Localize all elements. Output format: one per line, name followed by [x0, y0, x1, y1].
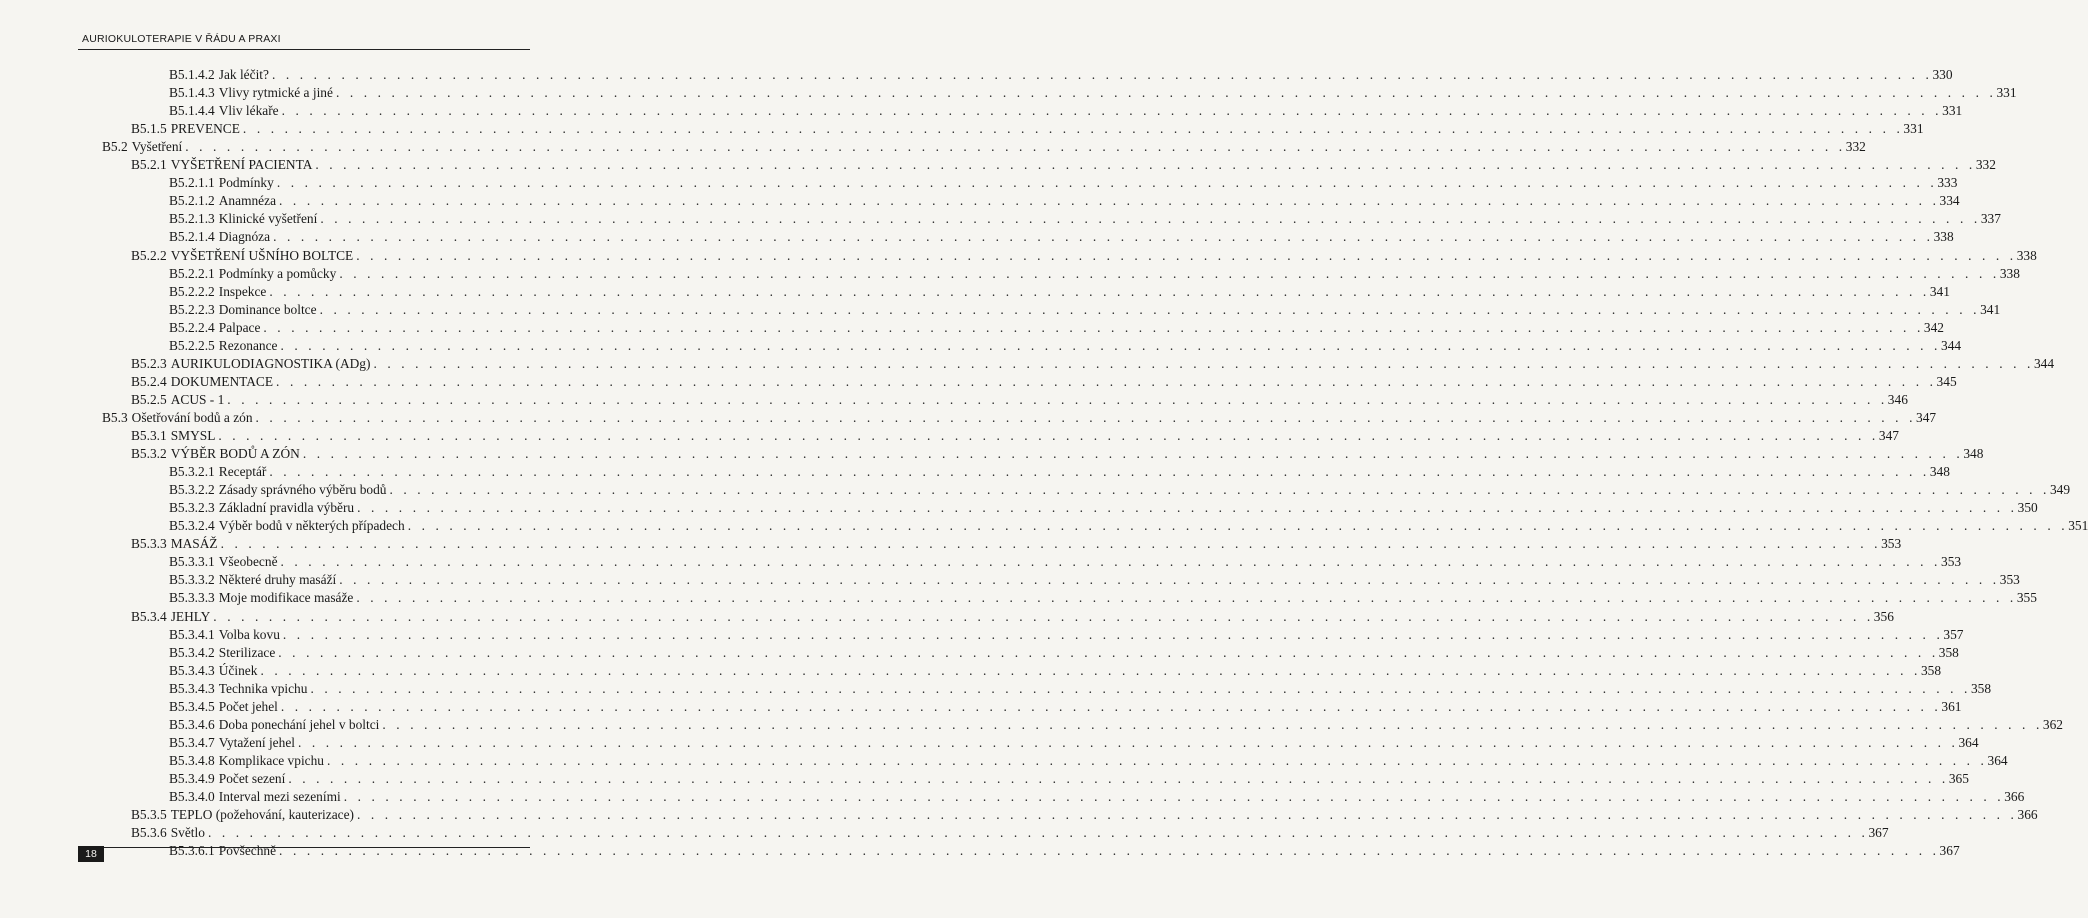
toc-entry-page: 357	[1943, 626, 1964, 642]
toc-entry-number: B5.2.2.3	[169, 301, 215, 317]
toc-entry	[169, 283, 1950, 301]
toc-entry-number: B5.3.6.1	[169, 843, 215, 859]
toc-entry-number: B5.2.1	[131, 157, 167, 173]
toc-entry-page: 338	[2016, 247, 2037, 263]
toc-entry-page: 361	[1941, 698, 1962, 714]
toc-entry-title: Receptář	[218, 464, 267, 480]
toc-entry-number: B5.3.2.3	[169, 500, 215, 516]
toc-entry-number: B5.3.1	[131, 428, 167, 443]
toc-entry	[131, 535, 1902, 553]
dot-leader: . . . . . . . . . . . . . . . . . . . . . . . . . . . . . . . . . . . . . . . . . . . . . . . . . . . . . . . . . . . . . . . . . . . . . . . . . . . . . . . . . . . . . . . . . . . . . . . . . . . . . . . . . . . . . . . . . . . . . . . .	[319, 301, 1981, 317]
toc-entry-title: Světlo	[170, 825, 205, 841]
dot-leader: . . . . . . . . . . . . . . . . . . . . . . . . . . . . . . . . . . . . . . . . . . . . . . . . . . . . . . . . . . . . . . . . . . . . . . . . . . . . . . . . . . . . . . . . . . . . . . . . . . . . . . . . . . . . . . . . . . . . . . . .	[343, 789, 2005, 804]
dot-leader: . . . . . . . . . . . . . . . . . . . . . . . . . . . . . . . . . . . . . . . . . . . . . . . . . . . . . . . . . . . . . . . . . . . . . . . . . . . . . . . . . . . . . . . . . . . . . . . . . . . . . . . . . . . . . . . . . . . . . . . .	[220, 536, 1882, 552]
toc-entry-number: B5.3.4	[131, 608, 167, 624]
toc-entry-number: B5.2.2.2	[169, 283, 215, 299]
toc-entry-title: DOKUMENTACE	[170, 373, 274, 389]
toc-entry-title: Vliv lékaře	[218, 103, 279, 119]
toc-entry-page: 348	[1963, 446, 1984, 462]
dot-leader: . . . . . . . . . . . . . . . . . . . . . . . . . . . . . . . . . . . . . . . . . . . . . . . . . . . . . . . . . . . . . . . . . . . . . . . . . . . . . . . . . . . . . . . . . . . . . . . . . . . . . . . . . . . . . . . . . . . . . . . .	[382, 716, 2043, 732]
toc-entry-number: B5.2.3	[131, 355, 167, 371]
toc-entry-page: 347	[1916, 409, 1937, 425]
dot-leader: . . . . . . . . . . . . . . . . . . . . . . . . . . . . . . . . . . . . . . . . . . . . . . . . . . . . . . . . . . . . . . . . . . . . . . . . . . . . . . . . . . . . . . . . . . . . . . . . . . . . . . . . . . . . . . . . . . . . . . . .	[339, 265, 2000, 281]
page-number: 18	[78, 846, 104, 862]
dot-leader: . . . . . . . . . . . . . . . . . . . . . . . . . . . . . . . . . . . . . . . . . . . . . . . . . . . . . . . . . . . . . . . . . . . . . . . . . . . . . . . . . . . . . . . . . . . . . . . . . . . . . . . . . . . . . . . . . . . . . . . .	[315, 157, 1976, 173]
toc-entry-title: VÝBĚR BODŮ A ZÓN	[170, 446, 300, 462]
toc-entry-page: 349	[2049, 482, 2071, 498]
toc-entry	[169, 752, 2008, 770]
toc-entry	[169, 463, 1950, 481]
toc-entry	[169, 102, 1963, 120]
toc-entry-title: Komplikace vpichu	[218, 752, 325, 768]
toc-entry	[169, 84, 2017, 102]
toc-entry-page: 333	[1937, 175, 1958, 191]
toc-entry-number: B5.3.4.7	[169, 734, 215, 750]
toc-entry-number: B5.3.4.5	[169, 698, 215, 714]
toc-entry-title: Zásady správného výběru bodů	[218, 482, 387, 498]
toc-entry-page: 355	[2016, 590, 2037, 606]
toc-entry-page: 367	[1939, 843, 1960, 859]
dot-leader: . . . . . . . . . . . . . . . . . . . . . . . . . . . . . . . . . . . . . . . . . . . . . . . . . . . . . . . . . . . . . . . . . . . . . . . . . . . . . . . . . . . . . . . . . . . . . . . . . . . . . . . . . . . . . . . . . . . . . . . .	[207, 825, 1869, 841]
dot-leader: . . . . . . . . . . . . . . . . . . . . . . . . . . . . . . . . . . . . . . . . . . . . . . . . . . . . . . . . . . . . . . . . . . . . . . . . . . . . . . . . . . . . . . . . . . . . . . . . . . . . . . . . . . . . . . . . . . . . . . . .	[356, 247, 2017, 263]
toc-entry	[131, 247, 2037, 265]
dot-leader: . . . . . . . . . . . . . . . . . . . . . . . . . . . . . . . . . . . . . . . . . . . . . . . . . . . . . . . . . . . . . . . . . . . . . . . . . . . . . . . . . . . . . . . . . . . . . . . . . . . . . . . . . . . . . . . . . . . . . . . .	[339, 572, 2000, 588]
toc-entry-title: Základní pravidla výběru	[218, 500, 355, 516]
toc-entry-title: Vyšetření	[131, 139, 183, 155]
toc-entry-number: B5.3.4.6	[169, 716, 215, 732]
dot-leader: . . . . . . . . . . . . . . . . . . . . . . . . . . . . . . . . . . . . . . . . . . . . . . . . . . . . . . . . . . . . . . . . . . . . . . . . . . . . . . . . . . . . . . . . . . . . . . . . . . . . . . . . . . . . . . . . . . . . . . . .	[255, 409, 1917, 425]
toc-entry-page: 332	[1845, 139, 1866, 155]
dot-leader: . . . . . . . . . . . . . . . . . . . . . . . . . . . . . . . . . . . . . . . . . . . . . . . . . . . . . . . . . . . . . . . . . . . . . . . . . . . . . . . . . . . . . . . . . . . . . . . . . . . . . . . . . . . . . . . . . . . . . . . .	[407, 518, 2069, 534]
toc-entry-number: B5.3.4.2	[169, 644, 215, 660]
toc-entry	[169, 644, 1959, 662]
toc-entry	[131, 608, 1894, 626]
dot-leader: . . . . . . . . . . . . . . . . . . . . . . . . . . . . . . . . . . . . . . . . . . . . . . . . . . . . . . . . . . . . . . . . . . . . . . . . . . . . . . . . . . . . . . . . . . . . . . . . . . . . . . . . . . . . . . . . . . . . . . . .	[279, 843, 1940, 859]
toc-entry-title: Technika vpichu	[218, 680, 308, 696]
toc-entry	[169, 662, 1942, 680]
toc-entry-title: Povšechně	[218, 843, 277, 859]
toc-entry-title: TEPLO (požehování, kauterizace)	[170, 807, 355, 823]
toc-entry-number: B5.2.2.5	[169, 337, 215, 353]
toc-entry-page: 366	[2017, 807, 2038, 823]
toc-entry-number: B5.2.2.1	[169, 265, 215, 281]
toc-entry-number: B5.2.1.2	[169, 193, 215, 209]
dot-leader: . . . . . . . . . . . . . . . . . . . . . . . . . . . . . . . . . . . . . . . . . . . . . . . . . . . . . . . . . . . . . . . . . . . . . . . . . . . . . . . . . . . . . . . . . . . . . . . . . . . . . . . . . . . . . . . . . . . . . . . .	[269, 464, 1930, 480]
toc-entry-page: 331	[1942, 103, 1963, 119]
toc-entry-page: 358	[1938, 644, 1959, 660]
toc-entry	[169, 734, 1979, 752]
toc-entry	[131, 355, 2055, 373]
toc-entry-title: Výběr bodů v některých případech	[218, 518, 405, 534]
toc-entry-number: B5.3.2	[131, 446, 167, 462]
dot-leader: . . . . . . . . . . . . . . . . . . . . . . . . . . . . . . . . . . . . . . . . . . . . . . . . . . . . . . . . . . . . . . . . . . . . . . . . . . . . . . . . . . . . . . . . . . . . . . . . . . . . . . . . . . . . . . . . . . . . . . . .	[276, 373, 1937, 389]
toc-entry-title: Počet sezení	[218, 770, 286, 786]
toc-entry	[169, 192, 1960, 210]
toc-entry-page: 342	[1923, 319, 1944, 335]
toc-entry-number: B5.3.4.8	[169, 752, 215, 768]
toc-entry-page: 334	[1939, 193, 1960, 209]
toc-entry	[169, 174, 1958, 192]
toc-entry	[169, 716, 2063, 734]
toc-entry-number: B5.2.1.1	[169, 175, 215, 191]
dot-leader: . . . . . . . . . . . . . . . . . . . . . . . . . . . . . . . . . . . . . . . . . . . . . . . . . . . . . . . . . . . . . . . . . . . . . . . . . . . . . . . . . . . . . . . . . . . . . . . . . . . . . . . . . . . . . . . . . . . . . . . .	[273, 229, 1934, 245]
toc-entry	[169, 481, 2071, 499]
dot-leader: . . . . . . . . . . . . . . . . . . . . . . . . . . . . . . . . . . . . . . . . . . . . . . . . . . . . . . . . . . . . . . . . . . . . . . . . . . . . . . . . . . . . . . . . . . . . . . . . . . . . . . . . . . . . . . . . . . . . . . . .	[280, 698, 1942, 714]
toc-entry-page: 346	[1887, 391, 1908, 407]
toc-entry-number: B5.2.1.4	[169, 229, 215, 245]
toc-entry	[169, 228, 1954, 246]
toc-entry	[169, 770, 1969, 788]
toc-entry-number: B5.3.4.3	[169, 662, 215, 678]
toc-entry	[169, 301, 2001, 319]
toc-entry	[169, 499, 2038, 517]
toc-entry	[131, 427, 1899, 445]
toc-entry-number: B5.3.4.0	[169, 789, 215, 804]
dot-leader: . . . . . . . . . . . . . . . . . . . . . . . . . . . . . . . . . . . . . . . . . . . . . . . . . . . . . . . . . . . . . . . . . . . . . . . . . . . . . . . . . . . . . . . . . . . . . . . . . . . . . . . . . . . . . . . . . . . . . . . .	[281, 103, 1943, 119]
toc-entry	[169, 517, 2088, 535]
toc-entry-page: 332	[1975, 157, 1996, 173]
dot-leader: . . . . . . . . . . . . . . . . . . . . . . . . . . . . . . . . . . . . . . . . . . . . . . . . . . . . . . . . . . . . . . . . . . . . . . . . . . . . . . . . . . . . . . . . . . . . . . . . . . . . . . . . . . . . . . . . . . . . . . . .	[260, 662, 1921, 678]
toc-entry-page: 344	[2033, 355, 2055, 371]
dot-leader: . . . . . . . . . . . . . . . . . . . . . . . . . . . . . . . . . . . . . . . . . . . . . . . . . . . . . . . . . . . . . . . . . . . . . . . . . . . . . . . . . . . . . . . . . . . . . . . . . . . . . . . . . . . . . . . . . . . . . . . .	[227, 391, 1888, 407]
toc-entry-title: Podmínky	[218, 175, 274, 191]
toc-entry-page: 338	[1933, 229, 1954, 245]
toc-entry-number: B5.3.2.2	[169, 482, 215, 498]
toc-entry-title: Vytažení jehel	[218, 734, 295, 750]
dot-leader: . . . . . . . . . . . . . . . . . . . . . . . . . . . . . . . . . . . . . . . . . . . . . . . . . . . . . . . . . . . . . . . . . . . . . . . . . . . . . . . . . . . . . . . . . . . . . . . . . . . . . . . . . . . . . . . . . . . . . . . .	[335, 85, 1997, 101]
toc-entry-title: Ošetřování bodů a zón	[131, 409, 253, 425]
toc-entry-number: B5.3.3.1	[169, 554, 215, 570]
footer-rule	[78, 847, 530, 848]
dot-leader: . . . . . . . . . . . . . . . . . . . . . . . . . . . . . . . . . . . . . . . . . . . . . . . . . . . . . . . . . . . . . . . . . . . . . . . . . . . . . . . . . . . . . . . . . . . . . . . . . . . . . . . . . . . . . . . . . . . . . . . .	[280, 337, 1942, 353]
toc-entry-title: Diagnóza	[218, 229, 271, 245]
dot-leader: . . . . . . . . . . . . . . . . . . . . . . . . . . . . . . . . . . . . . . . . . . . . . . . . . . . . . . . . . . . . . . . . . . . . . . . . . . . . . . . . . . . . . . . . . . . . . . . . . . . . . . . . . . . . . . . . . . . . . . . .	[373, 355, 2034, 371]
toc-entry-title: Sterilizace	[218, 644, 276, 660]
toc-entry-page: 331	[1903, 121, 1924, 137]
dot-leader: . . . . . . . . . . . . . . . . . . . . . . . . . . . . . . . . . . . . . . . . . . . . . . . . . . . . . . . . . . . . . . . . . . . . . . . . . . . . . . . . . . . . . . . . . . . . . . . . . . . . . . . . . . . . . . . . . . . . . . . .	[213, 608, 1874, 624]
toc-entry-title: MASÁŽ	[170, 536, 218, 552]
dot-leader: . . . . . . . . . . . . . . . . . . . . . . . . . . . . . . . . . . . . . . . . . . . . . . . . . . . . . . . . . . . . . . . . . . . . . . . . . . . . . . . . . . . . . . . . . . . . . . . . . . . . . . . . . . . . . . . . . . . . . . . .	[327, 752, 1988, 768]
toc-entry	[131, 120, 1924, 138]
toc-entry-page: 337	[1980, 211, 2001, 227]
toc-entry	[169, 698, 1962, 716]
toc-entry-number: B5.3.2.4	[169, 518, 215, 534]
toc-entry-title: Moje modifikace masáže	[218, 590, 354, 606]
toc-entry-title: Vlivy rytmické a jiné	[218, 85, 333, 101]
toc-entry	[169, 210, 2001, 228]
toc-entry	[169, 265, 2020, 283]
toc-entry	[169, 842, 1960, 860]
dot-leader: . . . . . . . . . . . . . . . . . . . . . . . . . . . . . . . . . . . . . . . . . . . . . . . . . . . . . . . . . . . . . . . . . . . . . . . . . . . . . . . . . . . . . . . . . . . . . . . . . . . . . . . . . . . . . . . . . . . . . . . .	[297, 734, 1959, 750]
dot-leader: . . . . . . . . . . . . . . . . . . . . . . . . . . . . . . . . . . . . . . . . . . . . . . . . . . . . . . . . . . . . . . . . . . . . . . . . . . . . . . . . . . . . . . . . . . . . . . . . . . . . . . . . . . . . . . . . . . . . . . . .	[389, 482, 2050, 498]
dot-leader: . . . . . . . . . . . . . . . . . . . . . . . . . . . . . . . . . . . . . . . . . . . . . . . . . . . . . . . . . . . . . . . . . . . . . . . . . . . . . . . . . . . . . . . . . . . . . . . . . . . . . . . . . . . . . . . . . . . . . . . .	[271, 67, 1933, 82]
toc-entry	[102, 138, 1866, 156]
running-header: AURIOKULOTERAPIE V ŘÁDU A PRAXI	[82, 33, 281, 45]
dot-leader: . . . . . . . . . . . . . . . . . . . . . . . . . . . . . . . . . . . . . . . . . . . . . . . . . . . . . . . . . . . . . . . . . . . . . . . . . . . . . . . . . . . . . . . . . . . . . . . . . . . . . . . . . . . . . . . . . . . . . . . .	[320, 211, 1981, 227]
toc-entry-page: 345	[1936, 373, 1957, 389]
toc-entry-page: 366	[2004, 789, 2025, 804]
toc-entry-title: Jak léčit?	[218, 67, 269, 82]
toc-entry-page: 347	[1878, 428, 1899, 443]
toc-entry-number: B5.1.4.4	[169, 103, 215, 119]
toc-entry-title: Inspekce	[218, 283, 267, 299]
header-rule	[78, 49, 530, 50]
toc-entry	[169, 319, 1944, 337]
toc-entry-title: Palpace	[218, 319, 261, 335]
toc-entry-title: Volba kovu	[218, 626, 280, 642]
toc-entry-number: B5.3.3	[131, 536, 167, 552]
toc-entry-page: 365	[1948, 770, 1969, 786]
dot-leader: . . . . . . . . . . . . . . . . . . . . . . . . . . . . . . . . . . . . . . . . . . . . . . . . . . . . . . . . . . . . . . . . . . . . . . . . . . . . . . . . . . . . . . . . . . . . . . . . . . . . . . . . . . . . . . . . . . . . . . . .	[282, 626, 1944, 642]
toc-entry-number: B5.2.5	[131, 391, 167, 407]
toc-entry	[169, 788, 2025, 806]
toc-entry-number: B5.3.2.1	[169, 464, 215, 480]
dot-leader: . . . . . . . . . . . . . . . . . . . . . . . . . . . . . . . . . . . . . . . . . . . . . . . . . . . . . . . . . . . . . . . . . . . . . . . . . . . . . . . . . . . . . . . . . . . . . . . . . . . . . . . . . . . . . . . . . . . . . . . .	[356, 590, 2017, 606]
dot-leader: . . . . . . . . . . . . . . . . . . . . . . . . . . . . . . . . . . . . . . . . . . . . . . . . . . . . . . . . . . . . . . . . . . . . . . . . . . . . . . . . . . . . . . . . . . . . . . . . . . . . . . . . . . . . . . . . . . . . . . . .	[302, 446, 1964, 462]
dot-leader: . . . . . . . . . . . . . . . . . . . . . . . . . . . . . . . . . . . . . . . . . . . . . . . . . . . . . . . . . . . . . . . . . . . . . . . . . . . . . . . . . . . . . . . . . . . . . . . . . . . . . . . . . . . . . . . . . . . . . . . .	[279, 193, 1940, 209]
dot-leader: . . . . . . . . . . . . . . . . . . . . . . . . . . . . . . . . . . . . . . . . . . . . . . . . . . . . . . . . . . . . . . . . . . . . . . . . . . . . . . . . . . . . . . . . . . . . . . . . . . . . . . . . . . . . . . . . . . . . . . . .	[278, 644, 1939, 660]
dot-leader: . . . . . . . . . . . . . . . . . . . . . . . . . . . . . . . . . . . . . . . . . . . . . . . . . . . . . . . . . . . . . . . . . . . . . . . . . . . . . . . . . . . . . . . . . . . . . . . . . . . . . . . . . . . . . . . . . . . . . . . .	[242, 121, 1904, 137]
dot-leader: . . . . . . . . . . . . . . . . . . . . . . . . . . . . . . . . . . . . . . . . . . . . . . . . . . . . . . . . . . . . . . . . . . . . . . . . . . . . . . . . . . . . . . . . . . . . . . . . . . . . . . . . . . . . . . . . . . . . . . . .	[185, 139, 1846, 155]
toc-entry-title: Anamnéza	[218, 193, 277, 209]
toc-entry-title: Interval mezi sezeními	[218, 789, 341, 804]
toc-entry	[169, 589, 2037, 607]
toc-entry	[131, 824, 1889, 842]
toc-entry-title: Účinek	[218, 662, 258, 678]
toc-entry-title: Některé druhy masáží	[218, 572, 337, 588]
toc-entry-page: 338	[1999, 265, 2020, 281]
dot-leader: . . . . . . . . . . . . . . . . . . . . . . . . . . . . . . . . . . . . . . . . . . . . . . . . . . . . . . . . . . . . . . . . . . . . . . . . . . . . . . . . . . . . . . . . . . . . . . . . . . . . . . . . . . . . . . . . . . . . . . . .	[310, 680, 1971, 696]
toc-entry	[169, 571, 2020, 589]
toc-entry-page: 353	[1999, 572, 2020, 588]
toc-entry-number: B5.3.3.2	[169, 572, 215, 588]
toc-entry	[131, 391, 1908, 409]
toc-entry-title: Rezonance	[218, 337, 278, 353]
dot-leader: . . . . . . . . . . . . . . . . . . . . . . . . . . . . . . . . . . . . . . . . . . . . . . . . . . . . . . . . . . . . . . . . . . . . . . . . . . . . . . . . . . . . . . . . . . . . . . . . . . . . . . . . . . . . . . . . . . . . . . . .	[269, 283, 1930, 299]
dot-leader: . . . . . . . . . . . . . . . . . . . . . . . . . . . . . . . . . . . . . . . . . . . . . . . . . . . . . . . . . . . . . . . . . . . . . . . . . . . . . . . . . . . . . . . . . . . . . . . . . . . . . . . . . . . . . . . . . . . . . . . .	[280, 554, 1942, 570]
toc-entry-number: B5.3.4.3	[169, 680, 215, 696]
toc-entry	[102, 409, 1937, 427]
dot-leader: . . . . . . . . . . . . . . . . . . . . . . . . . . . . . . . . . . . . . . . . . . . . . . . . . . . . . . . . . . . . . . . . . . . . . . . . . . . . . . . . . . . . . . . . . . . . . . . . . . . . . . . . . . . . . . . . . . . . . . . .	[276, 175, 1938, 191]
toc-entry-page: 364	[1958, 734, 1979, 750]
toc-entry-number: B5.3.6	[131, 825, 167, 841]
toc-entry-title: Počet jehel	[218, 698, 278, 714]
toc-entry-title: Klinické vyšetření	[218, 211, 318, 227]
toc-entry-page: 362	[2042, 716, 2063, 732]
toc-entry-page: 367	[1868, 825, 1889, 841]
toc-entry-number: B5.1.4.2	[169, 67, 215, 82]
dot-leader: . . . . . . . . . . . . . . . . . . . . . . . . . . . . . . . . . . . . . . . . . . . . . . . . . . . . . . . . . . . . . . . . . . . . . . . . . . . . . . . . . . . . . . . . . . . . . . . . . . . . . . . . . . . . . . . . . . . . . . . .	[357, 500, 2018, 516]
toc-entry-number: B5.2.2	[131, 247, 167, 263]
toc-entry-title: Dominance boltce	[218, 301, 317, 317]
toc-entry-page: 350	[2017, 500, 2038, 516]
toc-entry	[169, 553, 1962, 571]
toc-entry-number: B5.1.4.3	[169, 85, 215, 101]
toc-entry-title: VYŠETŘENÍ PACIENTA	[170, 157, 313, 173]
toc-entry	[131, 156, 1996, 174]
toc-entry-number: B5.2	[102, 139, 128, 155]
toc-entry-number: B5.3.4.1	[169, 626, 215, 642]
toc-entry-page: 348	[1929, 464, 1950, 480]
toc-entry-title: Doba ponechání jehel v boltci	[218, 716, 380, 732]
toc-entry-number: B5.3.4.9	[169, 770, 215, 786]
toc-entry-title: Všeobecně	[218, 554, 278, 570]
dot-leader: . . . . . . . . . . . . . . . . . . . . . . . . . . . . . . . . . . . . . . . . . . . . . . . . . . . . . . . . . . . . . . . . . . . . . . . . . . . . . . . . . . . . . . . . . . . . . . . . . . . . . . . . . . . . . . . . . . . . . . . .	[357, 807, 2018, 823]
toc-entry-title: ACUS - 1	[170, 391, 225, 407]
toc-entry-number: B5.1.5	[131, 121, 167, 137]
toc-entry-number: B5.3.5	[131, 807, 167, 823]
toc-entry	[169, 680, 1992, 698]
toc-entry-page: 356	[1873, 608, 1894, 624]
toc-entry-page: 358	[1920, 662, 1942, 678]
toc-entry	[131, 373, 1957, 391]
toc-entry	[169, 66, 1953, 84]
toc-entry-number: B5.3.3.3	[169, 590, 215, 606]
toc-entry-page: 353	[1881, 536, 1902, 552]
toc-entry-title: PREVENCE	[170, 121, 240, 137]
dot-leader: . . . . . . . . . . . . . . . . . . . . . . . . . . . . . . . . . . . . . . . . . . . . . . . . . . . . . . . . . . . . . . . . . . . . . . . . . . . . . . . . . . . . . . . . . . . . . . . . . . . . . . . . . . . . . . . . . . . . . . . .	[263, 319, 1924, 335]
toc-entry-title: AURIKULODIAGNOSTIKA (ADg)	[170, 355, 371, 371]
toc-entry-title: Podmínky a pomůcky	[218, 265, 337, 281]
toc-entry	[131, 806, 2038, 824]
toc-entry-number: B5.2.4	[131, 373, 167, 389]
toc-entry-page: 344	[1941, 337, 1962, 353]
toc-entry-page: 341	[1929, 283, 1950, 299]
toc-entry	[169, 626, 1964, 644]
toc-entry-number: B5.2.1.3	[169, 211, 215, 227]
toc-entry-number: B5.3	[102, 409, 128, 425]
toc-entry-number: B5.2.2.4	[169, 319, 215, 335]
toc-entry-title: JEHLY	[170, 608, 211, 624]
toc-entry-title: SMYSL	[170, 428, 216, 443]
toc-entry	[169, 337, 1962, 355]
toc-entry-page: 358	[1970, 680, 1992, 696]
toc-entry-page: 330	[1932, 67, 1953, 82]
toc-entry-title: VYŠETŘENÍ UŠNÍHO BOLTCE	[170, 247, 354, 263]
toc-entry-page: 351	[2068, 518, 2088, 534]
toc-entry-page: 341	[1980, 301, 2001, 317]
toc-entry-page: 353	[1941, 554, 1962, 570]
toc-entry	[131, 445, 1984, 463]
toc-entry-page: 331	[1996, 85, 2017, 101]
toc-entry-page: 364	[1987, 752, 2008, 768]
dot-leader: . . . . . . . . . . . . . . . . . . . . . . . . . . . . . . . . . . . . . . . . . . . . . . . . . . . . . . . . . . . . . . . . . . . . . . . . . . . . . . . . . . . . . . . . . . . . . . . . . . . . . . . . . . . . . . . . . . . . . . . .	[288, 770, 1949, 786]
dot-leader: . . . . . . . . . . . . . . . . . . . . . . . . . . . . . . . . . . . . . . . . . . . . . . . . . . . . . . . . . . . . . . . . . . . . . . . . . . . . . . . . . . . . . . . . . . . . . . . . . . . . . . . . . . . . . . . . . . . . . . . .	[218, 428, 1879, 443]
